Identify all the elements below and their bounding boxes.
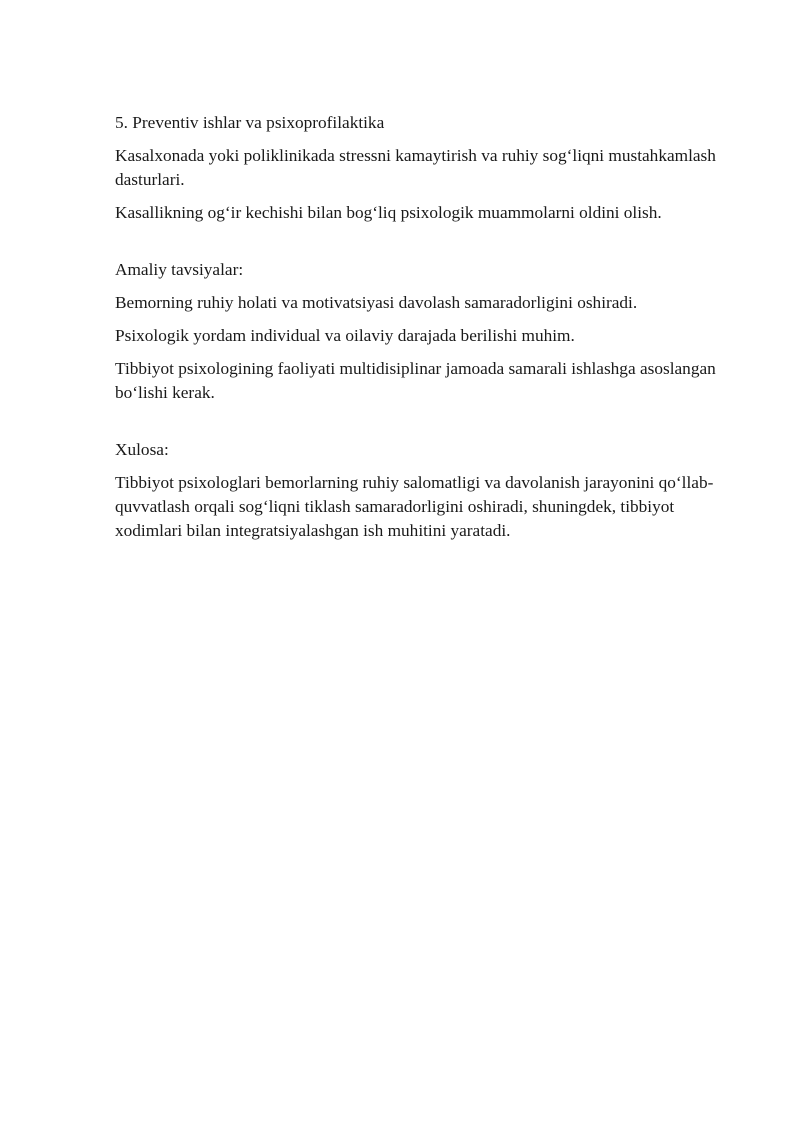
section-heading-recommendations: Amaliy tavsiyalar: bbox=[115, 260, 244, 279]
paragraph: Tibbiyot psixologining faoliyati multidisiplinar jamoada samarali ishlashga asoslangan bo‘lishi kerak. bbox=[115, 359, 716, 402]
document-page bbox=[115, 111, 725, 543]
paragraph: Psixologik yordam individual va oilaviy darajada berilishi muhim. bbox=[115, 326, 575, 345]
paragraph: Bemorning ruhiy holati va motivatsiyasi davolash samaradorligini oshiradi. bbox=[115, 293, 638, 312]
section-heading-preventive: 5. Preventiv ishlar va psixoprofilaktika bbox=[115, 113, 385, 132]
section-heading-conclusion: Xulosa: bbox=[115, 440, 169, 459]
paragraph: Kasalxonada yoki poliklinikada stressni kamaytirish va ruhiy sog‘liqni mustahkamlash dasturlari. bbox=[115, 146, 716, 189]
paragraph: Kasallikning og‘ir kechishi bilan bog‘liq psixologik muammolarni oldini olish. bbox=[115, 203, 662, 222]
paragraph: Tibbiyot psixologlari bemorlarning ruhiy salomatligi va davolanish jarayonini qo‘llab-quvvatlash orqali sog‘liqni tiklash samaradorligini oshiradi, shuningdek, tibbiyot xodimlari bilan integratsiyalashgan ish muhitini yaratadi. bbox=[115, 473, 714, 540]
